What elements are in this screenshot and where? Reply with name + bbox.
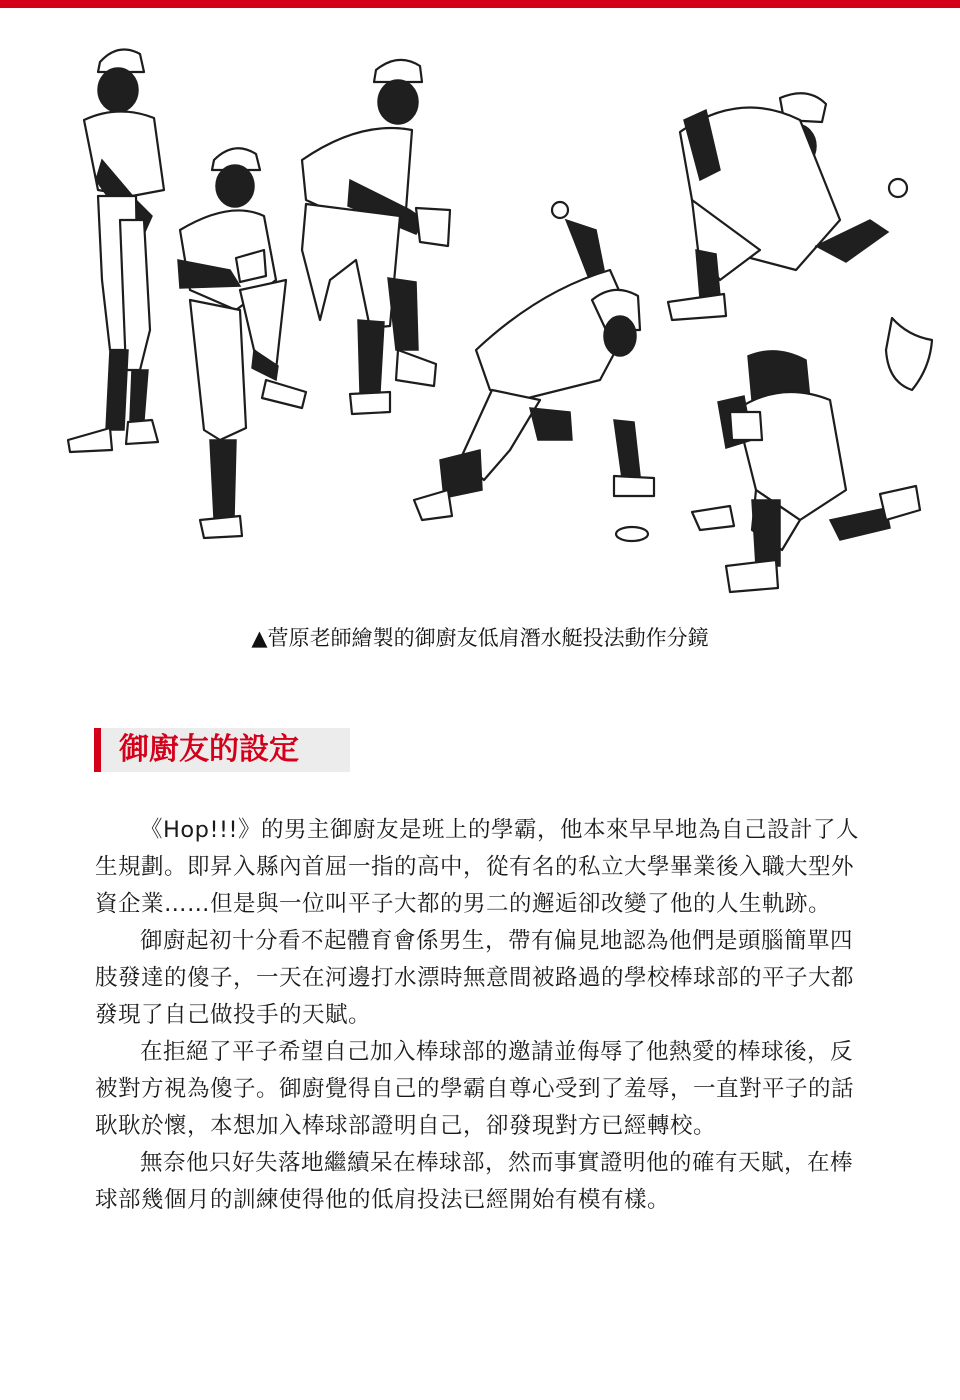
section-heading-text: 御廚友的設定 — [119, 732, 299, 767]
figure-stance — [68, 50, 164, 453]
pitching-sequence-illustration — [40, 20, 940, 610]
top-accent-bar — [0, 0, 960, 8]
article-body — [95, 812, 865, 1219]
figure-fall — [692, 351, 920, 592]
figure-stride — [302, 60, 450, 414]
illustration-caption: ▲菅原老師繪製的御廚友低肩潛水艇投法動作分鏡 — [251, 626, 709, 650]
figure-follow-through — [668, 93, 932, 390]
paragraph: 御廚起初十分看不起體育會係男生，帶有偏見地認為他們是頭腦簡單四肢發達的傻子，一天在河邊打水漂時無意間被路過的學校棒球部的平子大都發現了自己做投手的天賦。 — [95, 928, 855, 1028]
section-heading — [94, 728, 350, 772]
figure-leg-lift — [178, 148, 306, 538]
paragraph: 無奈他只好失落地繼續呆在棒球部，然而事實證明他的確有天賦，在棒球部幾個月的訓練使得他的低肩投法已經開始有模有樣。 — [95, 1150, 854, 1213]
figure-release — [414, 202, 654, 541]
paragraph: 《Hop!!!》的男主御廚友是班上的學霸，他本來早早地為自己設計了人生規劃。即昇入縣內首屈一指的高中，從有名的私立大學畢業後入職大型外資企業……但是與一位叫平子大都的男二的邂逅卻改變了他的人生軌跡。 — [95, 817, 860, 917]
paragraph: 在拒絕了平子希望自己加入棒球部的邀請並侮辱了他熱愛的棒球後，反被對方視為傻子。御廚覺得自己的學霸自尊心受到了羞辱，一直對平子的話耿耿於懷，本想加入棒球部證明自己，卻發現對方已經轉校。 — [95, 1039, 855, 1139]
